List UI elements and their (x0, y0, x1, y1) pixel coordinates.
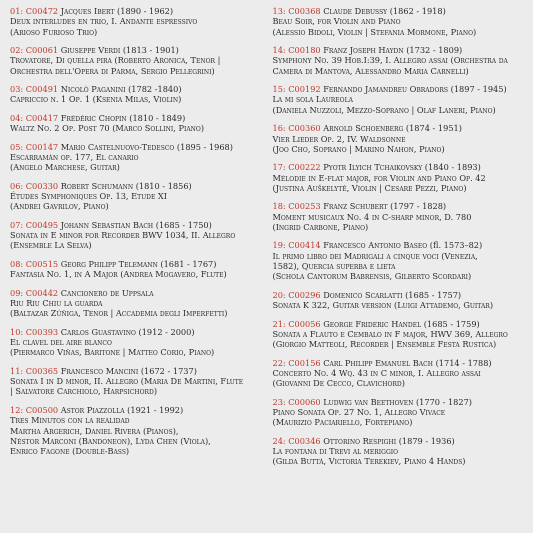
composer-dates: (1912 - 2000) (138, 326, 195, 337)
track-entry (10, 366, 265, 397)
track-header (273, 123, 528, 133)
catalog-code: C00360 (288, 123, 321, 134)
work-and-performers-line: (Joo Cho, Soprano | Marino Nahon, Piano) (272, 143, 445, 154)
track-number: 21: (272, 318, 286, 329)
track-number: 24: (272, 435, 286, 446)
track-number: 13: (272, 6, 286, 16)
composer-name: Carlos Guastavino (60, 326, 136, 337)
track-number: 06: (10, 180, 24, 191)
composer-name: Robert Schumann (60, 180, 134, 191)
catalog-code: C00346 (288, 435, 321, 446)
catalog-code: C00417 (25, 112, 59, 123)
track-header (273, 162, 528, 172)
track-number: 05: (10, 141, 24, 152)
composer-name: Francesco Antonio Baseo (323, 240, 428, 251)
track-number: 07: (10, 219, 24, 230)
track-header (10, 366, 265, 376)
track-header (273, 6, 528, 16)
work-and-performers-line: Waltz No. 2 Op. Post 70 (Marco Sollini, Piano) (10, 123, 205, 134)
track-entry (10, 220, 265, 251)
work-and-performers-line: Sonata in E minor for Recorder BWV 1034, II. Allegro (10, 230, 236, 241)
track-number: 09: (10, 287, 24, 298)
work-and-performers-line: (Schola Cantorum Babrensis, Gilberto Scordari) (272, 271, 472, 282)
track-number: 19: (272, 240, 286, 251)
composer-name: Cancionero de Uppsala (60, 287, 154, 298)
catalog-code: C00061 (25, 45, 59, 56)
track-entry (273, 290, 528, 311)
catalog-code: C00253 (288, 201, 321, 212)
composer-dates: (1797 - 1828) (390, 201, 447, 212)
track-entry (10, 6, 265, 37)
track-number: 22: (272, 357, 286, 368)
composer-dates: (1921 - 1992) (127, 404, 184, 415)
track-number: 03: (10, 84, 24, 95)
composer-name: Giuseppe Verdi (60, 45, 121, 56)
track-header (10, 288, 265, 298)
work-and-performers-line: La mi sola Laureola (272, 94, 353, 105)
catalog-code: C00495 (25, 219, 59, 230)
composer-dates: (1840 - 1893) (424, 162, 481, 173)
composer-dates: (1685 - 1759) (423, 318, 480, 329)
composer-dates: (1895 - 1968) (176, 141, 233, 152)
work-and-performers-line: La fontana di Trevi al meriggio (272, 446, 399, 457)
composer-dates: (1810 - 1856) (135, 180, 192, 191)
track-number: 11: (10, 365, 24, 376)
composer-name: Francesco Mancini (60, 365, 139, 376)
track-number: 18: (272, 201, 286, 212)
track-number: 16: (272, 123, 286, 134)
track-header (10, 6, 265, 16)
track-number: 04: (10, 112, 24, 123)
work-and-performers-line: Néstor Marconi (Bandoneon), Lyda Chen (Viola), (10, 435, 211, 446)
catalog-code: C00180 (288, 45, 321, 56)
composer-dates: (1862 - 1918) (389, 6, 446, 16)
catalog-code: C00472 (25, 6, 59, 16)
catalog-code: C00156 (288, 357, 321, 368)
catalog-code: C00296 (288, 289, 321, 300)
work-and-performers-line: (Piermarco Viñas, Baritone | Matteo Corio, Piano) (10, 347, 215, 358)
work-and-performers-line: Camera di Mantova, Alessandro Maria Carnelli) (272, 65, 469, 76)
work-and-performers-line: Orchestra dell'Opera di Parma, Sergio Pellegrini) (10, 65, 215, 76)
catalog-code: C00330 (25, 180, 59, 191)
work-and-performers-line: Enrico Fagone (Double-Bass) (10, 446, 130, 457)
work-and-performers-line: (Angelo Marchese, Guitar) (10, 162, 120, 173)
work-and-performers-line: Capriccio n. 1 Op. 1 (Ksenia Milas, Violin) (10, 94, 182, 105)
composer-name: Domenico Scarlatti (323, 289, 403, 300)
track-header (273, 240, 528, 250)
track-entry (273, 319, 528, 350)
catalog-code: C00515 (25, 258, 59, 269)
catalog-code: C00147 (25, 141, 59, 152)
track-entry (273, 6, 528, 37)
track-entry (10, 181, 265, 212)
track-header (10, 84, 265, 94)
work-and-performers-line: 1582), Quercia superba e lieta (272, 261, 396, 272)
composer-name: Mario Castelnuovo-Tedesco (60, 141, 175, 152)
work-and-performers-line: (Ingrid Carbone, Piano) (272, 221, 369, 232)
composer-name: Jacques Ibert (60, 6, 115, 16)
work-and-performers-line: Escarramán op. 177, El canario (10, 152, 139, 163)
track-number: 10: (10, 326, 24, 337)
work-and-performers-line: Riu Riu Chiu la guarda (10, 298, 103, 309)
composer-dates: (1681 - 1767) (160, 258, 217, 269)
composer-dates: (1672 - 1737) (140, 365, 197, 376)
track-entry (10, 327, 265, 358)
composer-name: Fernando Jamandreu Obradors (323, 84, 449, 95)
track-entry (273, 45, 528, 76)
composer-name: Claude Debussy (323, 6, 388, 16)
track-header (10, 220, 265, 230)
composer-name: Astor Piazzolla (60, 404, 125, 415)
track-entry (273, 201, 528, 232)
work-and-performers-line: Sonata a Flauto e Cembalo in F major, HWV 369, Allegro (272, 328, 508, 339)
composer-name: Johann Sebastian Bach (60, 219, 154, 230)
track-header (10, 45, 265, 55)
track-header (273, 84, 528, 94)
composer-dates: (1714 - 1788) (435, 357, 492, 368)
work-and-performers-line: Moment musicaux No. 4 in C-sharp minor, D. 780 (272, 211, 472, 222)
composer-name: Pyotr Ilyich Tchaikovsky (323, 162, 423, 173)
work-and-performers-line: (Baltazar Zúñiga, Tenor | Accademia degli Imperfetti) (10, 308, 228, 319)
composer-dates: (1685 - 1757) (405, 289, 462, 300)
track-header (10, 113, 265, 123)
work-and-performers-line: Tres Minutos con la realidad (10, 415, 130, 426)
composer-dates: (1770 - 1827) (415, 396, 473, 407)
work-and-performers-line: (Ensemble La Selva) (10, 240, 92, 251)
track-header (273, 358, 528, 368)
composer-name: Georg Philipp Telemann (60, 258, 158, 269)
work-and-performers-line: El clavel del aire blanco (10, 337, 112, 348)
composer-name: George Frideric Handel (323, 318, 422, 329)
work-and-performers-line: (Arioso Furioso Trio) (10, 26, 98, 37)
work-and-performers-line: Martha Argerich, Daniel Rivera (Pianos), (10, 425, 179, 436)
composer-name: Franz Joseph Haydn (323, 45, 404, 56)
work-and-performers-line: (Daniela Nuzzoli, Mezzo-Soprano | Olaf Laneri, Piano) (272, 104, 496, 115)
catalog-code: C00365 (25, 365, 59, 376)
track-number: 08: (10, 258, 24, 269)
track-header (10, 327, 265, 337)
composer-dates: (1782 -1840) (128, 84, 182, 95)
catalog-code: C00442 (25, 287, 59, 298)
track-entry (10, 405, 265, 456)
track-header (10, 181, 265, 191)
catalog-code: C00393 (25, 326, 59, 337)
track-entry (273, 162, 528, 193)
track-header (10, 259, 265, 269)
composer-dates: (1813 - 1901) (122, 45, 179, 56)
track-entry (273, 436, 528, 467)
track-entry (10, 84, 265, 105)
track-header (273, 45, 528, 55)
work-and-performers-line: Sonata I in D minor, II. Allegro (Maria De Martini, Flute (10, 376, 244, 387)
composer-dates: (1810 - 1849) (129, 112, 186, 123)
work-and-performers-line: Il primo libro dei Madrigali a cinque voci (Venezia, (272, 250, 478, 261)
catalog-code: C00056 (288, 318, 321, 329)
work-and-performers-line: Concerto No. 4 Wq. 43 in C minor, I. Allegro assai (272, 368, 481, 378)
tracklist-column-right (273, 6, 528, 533)
work-and-performers-line: (Andrei Gavrilov, Piano) (10, 201, 109, 212)
work-and-performers-line: (Justina Auškelytė, Violin | Cesare Pezzi, Piano) (272, 182, 467, 193)
track-number: 14: (272, 45, 286, 56)
composer-dates: (1874 - 1951) (405, 123, 462, 134)
track-entry (273, 123, 528, 154)
track-number: 17: (272, 162, 286, 173)
work-and-performers-line: Deux interludes en trio, I. Andante espressivo (10, 16, 198, 27)
track-entry (273, 240, 528, 281)
composer-name: Ottorino Respighi (323, 435, 397, 446)
track-header (273, 290, 528, 300)
track-entry (10, 142, 265, 173)
work-and-performers-line: Piano Sonata Op. 27 No. 1, Allegro Vivace (272, 407, 446, 418)
work-and-performers-line: (Giorgio Matteoli, Recorder | Ensemble Festa Rustica) (272, 339, 497, 350)
work-and-performers-line: | Salvatore Carchiolo, Harpsichord) (10, 386, 158, 397)
work-and-performers-line: (Gilda Buttà, Victoria Terekiev, Piano 4 Hands) (272, 456, 466, 467)
composer-name: Ludwig van Beethoven (323, 396, 414, 407)
work-and-performers-line: Fantasia No. 1, in A Major (Andrea Mogavero, Flute) (10, 269, 227, 280)
composer-name: Nicolò Paganini (60, 84, 126, 95)
track-entry (273, 84, 528, 115)
catalog-code: C00491 (25, 84, 59, 95)
track-header (273, 436, 528, 446)
catalog-code: C00500 (25, 404, 59, 415)
work-and-performers-line: Symphony No. 39 Hob.I:39, I. Allegro assai (Orchestra da (272, 55, 508, 66)
composer-dates: (1890 - 1962) (117, 6, 174, 16)
catalog-code: C00414 (288, 240, 321, 251)
track-number: 20: (272, 289, 286, 300)
composer-name: Arnold Schoenberg (323, 123, 404, 134)
track-number: 15: (272, 84, 286, 95)
composer-dates: (fl. 1573–82) (429, 240, 483, 251)
track-entry (273, 358, 528, 389)
composer-dates: (1732 - 1809) (406, 45, 463, 56)
work-and-performers-line: Sonata K 322, Guitar version (Luigi Attademo, Guitar) (272, 300, 494, 311)
composer-dates: (1879 - 1936) (398, 435, 455, 446)
track-entry (10, 288, 265, 319)
track-entry (10, 259, 265, 280)
track-header (273, 319, 528, 329)
track-number: 02: (10, 45, 24, 56)
track-entry (273, 397, 528, 428)
work-and-performers-line: Mélodie in E-flat major, for Violin and Piano Op. 42 (272, 172, 486, 183)
work-and-performers-line: (Giovanni De Cecco, Clavichord) (272, 378, 405, 389)
track-header (10, 142, 265, 152)
catalog-code: C00368 (288, 6, 321, 16)
track-number: 01: (10, 6, 24, 16)
track-number: 12: (10, 404, 24, 415)
composer-name: Frédéric Chopin (60, 112, 127, 123)
composer-name: Carl Philipp Emanuel Bach (323, 357, 433, 368)
track-entry (10, 45, 265, 76)
catalog-code: C00192 (288, 84, 321, 95)
work-and-performers-line: Études Symphoniques Op. 13, Etude XI (10, 191, 167, 202)
track-entry (10, 113, 265, 134)
work-and-performers-line: Trovatore, Di quella pira (Roberto Aronica, Tenor | (10, 55, 221, 66)
work-and-performers-line: (Alessio Bidoli, Violin | Stefania Mormone, Piano) (272, 26, 477, 37)
composer-dates: (1897 - 1945) (450, 84, 507, 95)
composer-dates: (1685 - 1750) (155, 219, 212, 230)
composer-name: Franz Schubert (323, 201, 388, 212)
track-number: 23: (272, 396, 286, 407)
work-and-performers-line: Vier Lieder Op. 2, IV. Waldsonne (272, 133, 406, 144)
tracklist-column-left (10, 6, 265, 533)
catalog-code: C00222 (288, 162, 321, 173)
track-header (10, 405, 265, 415)
track-header (273, 201, 528, 211)
catalog-code: C00060 (288, 396, 321, 407)
track-header (273, 397, 528, 407)
work-and-performers-line: Beau Soir, for Violin and Piano (272, 16, 401, 27)
work-and-performers-line: (Maurizio Paciariello, Fortepiano) (272, 417, 413, 428)
